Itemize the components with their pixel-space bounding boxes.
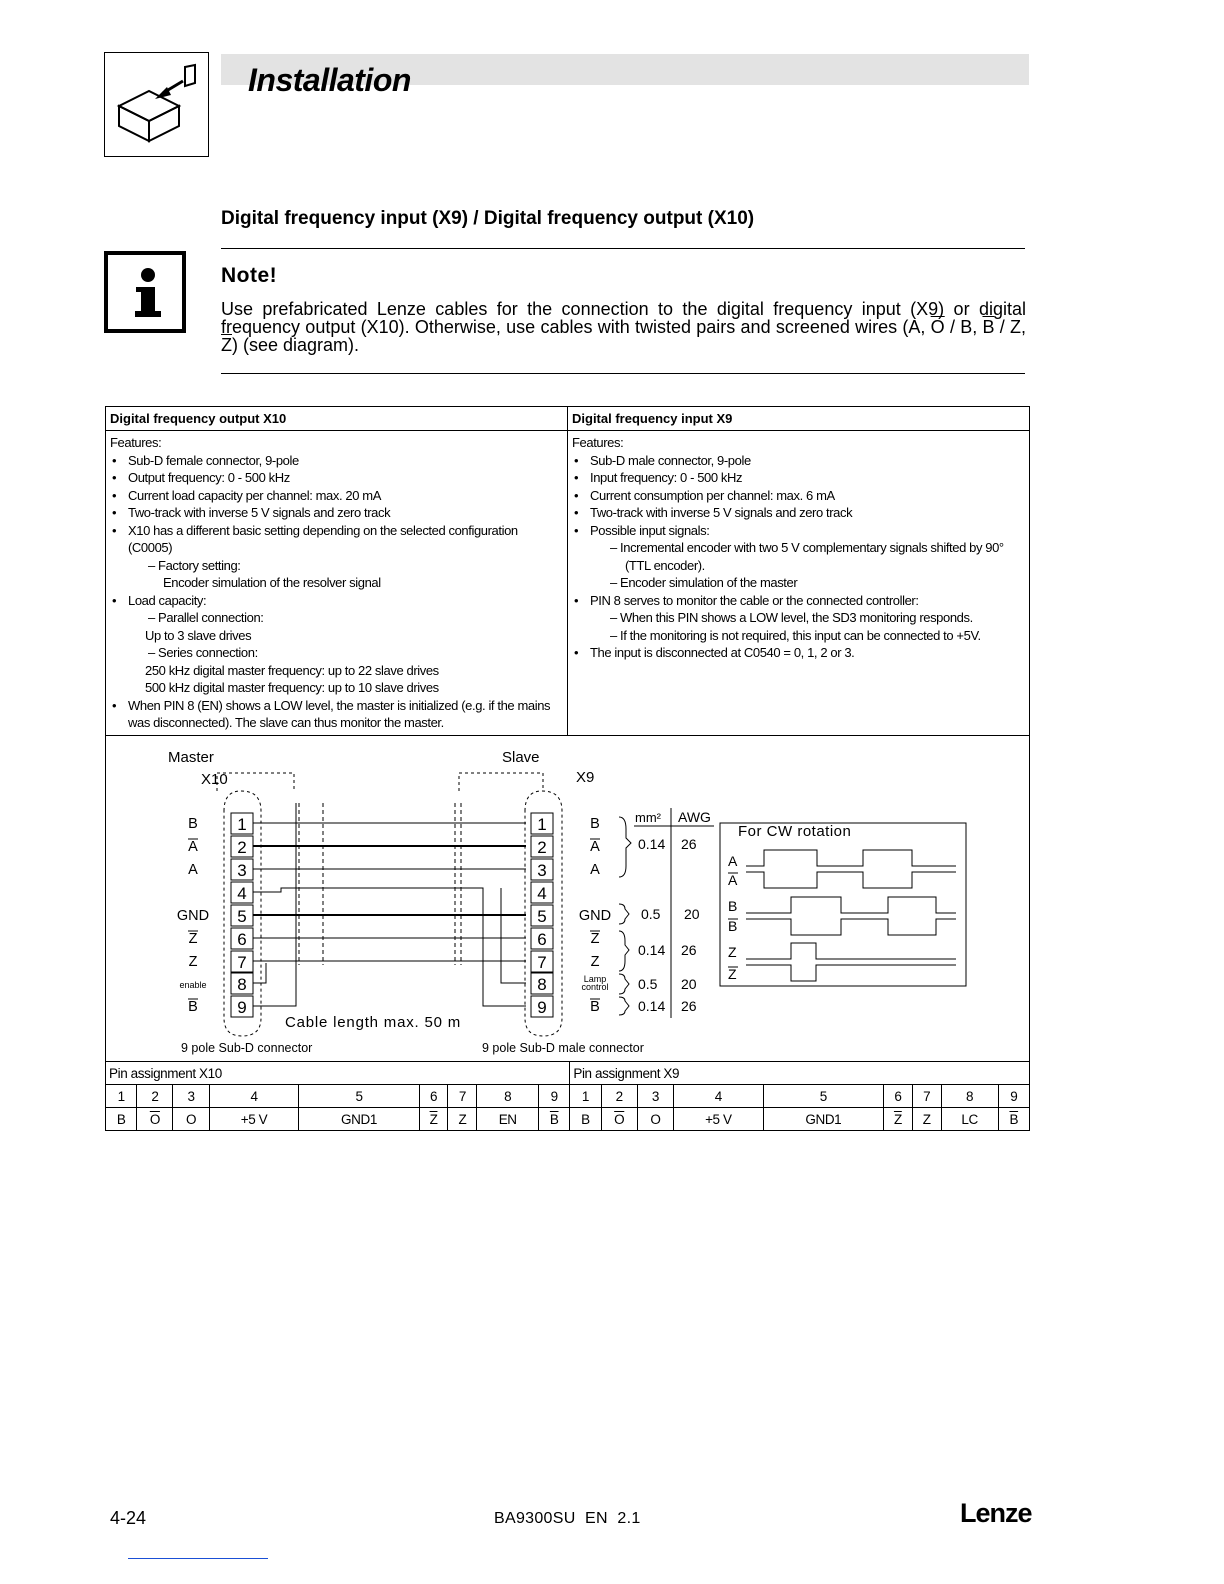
x9-signal-label: B (590, 999, 600, 1015)
list-item: • Sub-D male connector, 9-pole (590, 452, 1025, 470)
divider-top (221, 248, 1025, 249)
page-number: 4-24 (110, 1508, 147, 1528)
x9-signal-label: GND (578, 908, 612, 924)
x10-pin-number: 1 (237, 815, 247, 834)
svg-text:A: A (728, 872, 738, 888)
x9-pin-heading: Pin assignment X9 (570, 1062, 1030, 1085)
info-icon (104, 251, 186, 333)
x10-signal-cell: $\overline{O}$ (137, 1108, 173, 1131)
x10-pin-number: 7 (237, 953, 247, 972)
svg-text:B: B (728, 898, 738, 914)
svg-text:0.14: 0.14 (638, 942, 666, 958)
svg-text:A: A (728, 853, 738, 869)
wiring-diagram (105, 733, 1030, 1063)
list-item: • Sub-D female connector, 9-pole (128, 452, 563, 470)
x10-signal-label: A (188, 839, 198, 855)
x10-signal-cell: O (173, 1108, 209, 1131)
awg-header: AWG (678, 809, 711, 825)
x9-pin-number: 1 (537, 815, 547, 834)
x10-signal-label: Z (188, 954, 198, 970)
svg-text:26: 26 (681, 836, 697, 852)
svg-text:0.5: 0.5 (641, 906, 661, 922)
list-item: • Current consumption per channel: max. 6 mA (590, 487, 1025, 505)
x10-signal-cell: B (106, 1108, 137, 1131)
x10-signal-label: A (188, 862, 198, 878)
svg-text:B: B (728, 918, 738, 934)
pin-number-cell: 9 (998, 1085, 1029, 1108)
slave-label: Slave (502, 749, 540, 766)
x9-pin-number: 8 (537, 975, 547, 994)
svg-text:20: 20 (684, 906, 700, 922)
list-item: • The input is disconnected at C0540 = 0, 1, 2 or 3. (590, 644, 1025, 662)
pin-number-cell: 6 (419, 1085, 448, 1108)
x9-pin-number: 4 (537, 884, 547, 903)
cable-length: Cable length max. 50 m (285, 1014, 462, 1031)
x9-signal-cell: LC (941, 1108, 998, 1131)
table-row (106, 1108, 1030, 1131)
svg-text:20: 20 (681, 976, 697, 992)
note-body: Use prefabricated Lenze cables for the connection to the digital frequency input (X9) or digital frequency output (X10). Otherwise, use cables with twisted pairs and screened wires (A, $\overline{O}$ / B, $\overline{B}$ / Z, $\overline{Z}$) (see diagram). (221, 299, 1026, 355)
pin-number-cell: 3 (173, 1085, 209, 1108)
x10-signal-cell: +5 V (209, 1108, 299, 1131)
x10-signal-cell: GND1 (299, 1108, 419, 1131)
list-item: • Current load capacity per channel: max. 20 mA (128, 487, 563, 505)
x9-signal-cell: B (570, 1108, 601, 1131)
x9-label: X9 (576, 769, 595, 786)
x9-pin-number: 6 (537, 930, 547, 949)
pin-number-cell: 9 (539, 1085, 570, 1108)
x9-signal-label: control (581, 982, 609, 992)
mm2-header: mm² (635, 810, 661, 825)
list-item: • When PIN 8 (EN) shows a LOW level, the master is initialized (e.g. if the mains was disconnected). The slave can thus monitor the master. (128, 697, 563, 732)
list-item: • Input frequency: 0 - 500 kHz (590, 469, 1025, 487)
note-title: Note! (221, 264, 278, 287)
section-heading: Digital frequency input (X9) / Digital frequency output (X10) (221, 208, 755, 229)
x10-signal-cell: EN (477, 1108, 539, 1131)
pin-number-cell: 8 (941, 1085, 998, 1108)
pin-assignment-table (105, 1061, 1030, 1131)
pin-number-cell: 5 (763, 1085, 883, 1108)
pin-number-cell: 1 (106, 1085, 137, 1108)
x10-pin-number: 4 (237, 884, 247, 903)
brand-logo: Lenze (960, 1498, 1032, 1528)
x10-pin-number: 8 (237, 975, 247, 994)
pin-number-cell: 8 (477, 1085, 539, 1108)
x9-heading: Digital frequency input X9 (568, 407, 1030, 431)
pin-number-cell: 3 (637, 1085, 673, 1108)
x9-signal-label: A (590, 862, 600, 878)
pin-number-cell: 5 (299, 1085, 419, 1108)
svg-text:0.14: 0.14 (638, 998, 666, 1014)
svg-text:Z: Z (728, 944, 737, 960)
pin-number-cell: 4 (209, 1085, 299, 1108)
x10-signal-cell: $\overline{Z}$ (419, 1108, 448, 1131)
chapter-logo (104, 52, 209, 157)
list-item: • PIN 8 serves to monitor the cable or the connected controller: – When this PIN shows a LOW level, the SD3 monitoring responds. – If the monitoring is not required, this input can be connected to +5V. (590, 592, 1025, 645)
document-id: BA9300SU EN 2.1 (494, 1510, 641, 1527)
x10-signal-label: B (188, 816, 198, 832)
x10-pin-number: 2 (237, 838, 247, 857)
cw-title: For CW rotation (738, 823, 852, 840)
x10-pin-number: 5 (237, 907, 247, 926)
x10-features: Features: • Sub-D female connector, 9-pole • Output frequency: 0 - 500 kHz • Current load capacity per channel: max. 20 mA • Two-track with inverse 5 V signals and zero track • X10 has a different basic setting depending on the selected configuration (C0005) – Factory setting: Encoder simulation of the resolver signal • Load capacity: – Parallel connection: Up to 3 slave drives – Series connection: 250 kHz digital master frequency: up to 22 slave drives 500 kHz digital master frequency: up to 10 slave drives • When PIN 8 (EN) shows a LOW level, the master is initialized (e.g. if the mains was disconnected). The slave can thus monitor the master. (106, 431, 568, 736)
x9-pin-number: 2 (537, 838, 547, 857)
link-underline (128, 1558, 268, 1559)
x9-signal-label: Lamp (583, 974, 607, 984)
right-connector-caption: 9 pole Sub-D male connector (482, 1041, 644, 1055)
pin-number-cell: 2 (137, 1085, 173, 1108)
x9-signal-cell: +5 V (673, 1108, 763, 1131)
x10-signal-label: Z (188, 931, 198, 947)
pin-number-cell: 2 (601, 1085, 637, 1108)
svg-text:0.14: 0.14 (638, 836, 666, 852)
x10-signal-cell: $\overline{B}$ (539, 1108, 570, 1131)
svg-text:26: 26 (681, 998, 697, 1014)
x10-pin-heading: Pin assignment X10 (106, 1062, 570, 1085)
x9-signal-cell: Z (912, 1108, 941, 1131)
installation-icon (105, 53, 208, 156)
left-connector-caption: 9 pole Sub-D connector (181, 1041, 313, 1055)
svg-text:26: 26 (681, 942, 697, 958)
pin-number-cell: 4 (673, 1085, 763, 1108)
x9-signal-cell: $\overline{O}$ (601, 1108, 637, 1131)
pin-number-cell: 7 (912, 1085, 941, 1108)
x10-heading: Digital frequency output X10 (106, 407, 568, 431)
x10-label: X10 (201, 771, 228, 788)
x10-pin-number: 3 (237, 861, 247, 880)
x10-signal-label: GND (176, 908, 210, 924)
pin-number-cell: 7 (448, 1085, 477, 1108)
x9-pin-number: 5 (537, 907, 547, 926)
x9-signal-cell: GND1 (763, 1108, 883, 1131)
x9-pin-number: 3 (537, 861, 547, 880)
x9-signal-cell: $\overline{Z}$ (883, 1108, 912, 1131)
list-item: • Two-track with inverse 5 V signals and zero track (128, 504, 563, 522)
master-label: Master (168, 749, 214, 766)
list-item: • Possible input signals: – Incremental encoder with two 5 V complementary signals shifted by 90° (TTL encoder). – Encoder simulation of the master (590, 522, 1025, 592)
pin-number-cell: 6 (883, 1085, 912, 1108)
x10-signal-cell: Z (448, 1108, 477, 1131)
x9-signal-cell: $\overline{B}$ (998, 1108, 1029, 1131)
list-item: • Output frequency: 0 - 500 kHz (128, 469, 563, 487)
features-table (105, 406, 1030, 736)
x9-signal-label: B (590, 816, 600, 832)
page-title: Installation (248, 62, 411, 98)
x9-signal-label: Z (590, 931, 600, 947)
x10-pin-number: 6 (237, 930, 247, 949)
table-row (106, 1085, 1030, 1108)
x9-signal-label: A (590, 839, 600, 855)
divider-bottom (221, 373, 1025, 374)
svg-text:0.5: 0.5 (638, 976, 658, 992)
list-item: • Load capacity: – Parallel connection: Up to 3 slave drives – Series connection: 250 kHz digital master frequency: up to 22 slave drives 500 kHz digital master frequency: up to 10 slave drives (128, 592, 563, 697)
list-item: • X10 has a different basic setting depending on the selected configuration (C0005) – Factory setting: Encoder simulation of the resolver signal (128, 522, 563, 592)
x9-pin-number: 9 (537, 998, 547, 1017)
x10-pin-number: 9 (237, 998, 247, 1017)
x9-signal-cell: O (637, 1108, 673, 1131)
list-item: • Two-track with inverse 5 V signals and zero track (590, 504, 1025, 522)
pin-number-cell: 1 (570, 1085, 601, 1108)
x10-signal-label: B (188, 999, 198, 1015)
x9-pin-number: 7 (537, 953, 547, 972)
x9-features: Features: • Sub-D male connector, 9-pole • Input frequency: 0 - 500 kHz • Current consumption per channel: max. 6 mA • Two-track with inverse 5 V signals and zero track • Possible input signals: – Incremental encoder with two 5 V complementary signals shifted by 90° (TTL encoder). – Encoder simulation of the master • PIN 8 serves to monitor the cable or the connected controller: – When this PIN shows a LOW level, the SD3 monitoring responds. – If the monitoring is not required, this input can be connected to +5V. • The input is disconnected at C0540 = 0, 1, 2 or 3. (568, 431, 1030, 736)
svg-text:Z: Z (728, 966, 737, 982)
x10-signal-label: enable (179, 980, 207, 990)
x9-signal-label: Z (590, 954, 600, 970)
